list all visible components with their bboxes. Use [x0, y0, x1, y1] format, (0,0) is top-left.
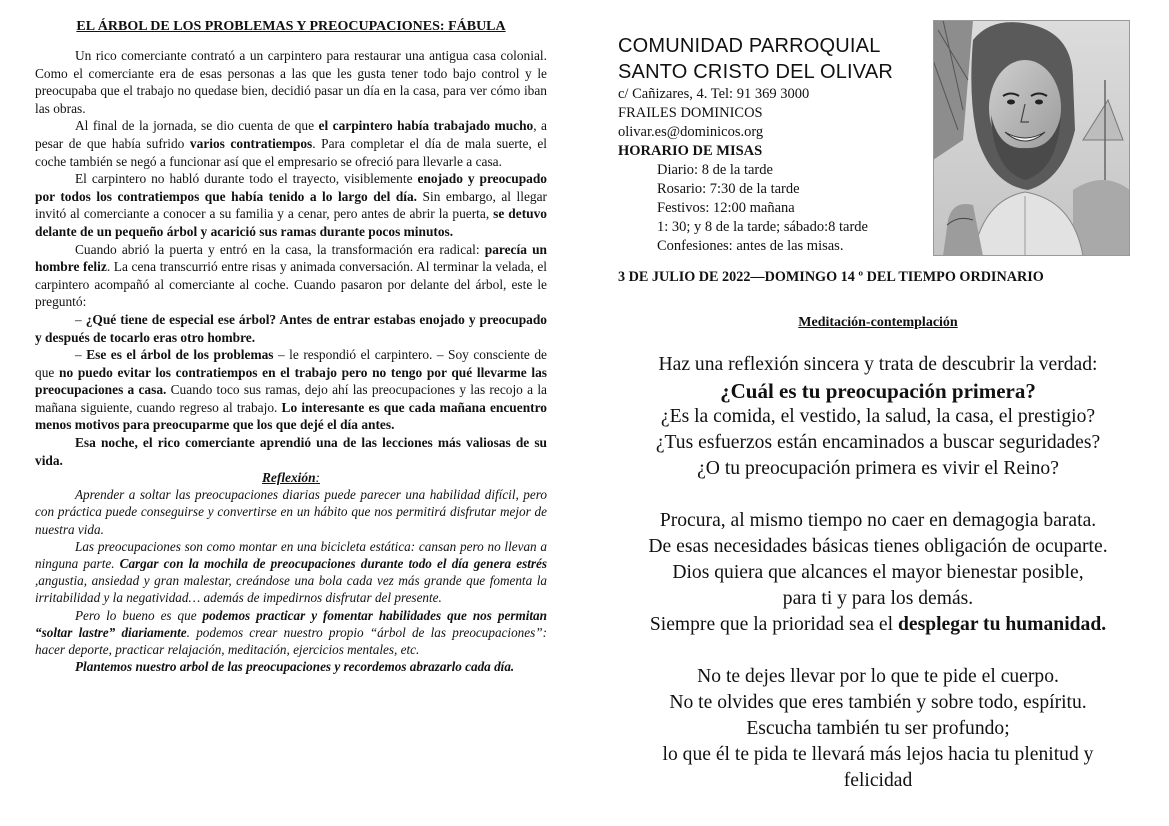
poem-stanza	[610, 352, 1146, 482]
poem-line: De esas necesidades básicas tienes obligación de ocuparte.	[648, 536, 1108, 557]
reflexion-heading: Reflexión:	[261, 470, 321, 486]
mass-schedule-item: Diario: 8 de la tarde	[657, 162, 773, 178]
mass-schedule-item: Rosario: 7:30 de la tarde	[657, 181, 800, 197]
meditation-heading: Meditación-contemplación	[798, 315, 958, 330]
meditation-text	[610, 352, 1146, 794]
poem-line: ¿Es la comida, el vestido, la salud, la casa, el prestigio?	[660, 406, 1096, 427]
jesus-portrait-image	[933, 20, 1130, 256]
mass-schedule-item: Confesiones: antes de las misas.	[657, 238, 844, 254]
parish-email: olivar.es@dominicos.org	[618, 124, 764, 140]
poem-line: lo que él te pida te llevará más lejos hacia tu plenitud y	[662, 744, 1094, 765]
reflexion-paragraph: Pero lo bueno es que podemos practicar y fomentar habilidades que nos permitan “soltar lastre” diariamente. podemos crear nuestro propio “árbol de las preocupaciones”: hacer deporte, practicar relajación, meditación, ejercicios mentales, etc.	[35, 607, 547, 658]
parish-address: c/ Cañizares, 4. Tel: 91 369 3000	[618, 86, 810, 102]
poem-line: Dios quiera que alcances el mayor bienestar posible,	[672, 562, 1084, 583]
poem-stanza	[610, 508, 1146, 638]
mass-schedule-item: Festivos: 12:00 mañana	[657, 200, 795, 216]
poem-line-emphasis: ¿Cuál es tu preocupación primera?	[720, 379, 1036, 403]
parish-frailes: FRAILES DOMINICOS	[618, 105, 763, 121]
poem-line: Haz una reflexión sincera y trata de descubrir la verdad:	[658, 354, 1098, 375]
poem-line: Siempre que la prioridad sea el desplegar tu humanidad.	[649, 614, 1107, 635]
fable-dialogue: – ¿Qué tiene de especial ese árbol? Antes de entrar estabas enojado y preocupado y después de tocarlo eras otro hombre.	[35, 311, 547, 345]
poem-line: No te olvides que eres también y sobre todo, espíritu.	[669, 692, 1087, 713]
mass-schedule-item: 1: 30; y 8 de la tarde; sábado:8 tarde	[657, 219, 868, 235]
reflexion-paragraph: Las preocupaciones son como montar en una bicicleta estática: cansan pero no llevan a ninguna parte. Cargar con la mochila de preocupaciones durante todo el día genera estrés ,angustia, ansiedad y gran malestar, creándose una bola cada vez más grande que fomenta la irritabilidad y la negatividad… además de impedirnos disfrutar del presente.	[35, 538, 547, 606]
fable-column	[35, 18, 547, 675]
fable-paragraph: Un rico comerciante contrató a un carpintero para restaurar una antigua casa colonial. Como el comerciante era de esas personas a las que les gusta tener todo bajo control y le preocupaba que el trabajo no quedase bien, decidió pasar un día en la casa, para ver cómo iban las obras.	[35, 48, 547, 116]
poem-line: para ti y para los demás.	[782, 588, 974, 609]
poem-line: felicidad	[843, 770, 913, 791]
parish-header	[618, 33, 928, 256]
fable-moral: Esa noche, el rico comerciante aprendió una de las lecciones más valiosas de su vida.	[35, 435, 547, 468]
fable-paragraph: Cuando abrió la puerta y entró en la casa, la transformación era radical: parecía un hombre feliz. La cena transcurrió entre risas y animada conversación. Al terminar la velada, el carpintero acompañó al comerciante al coche. Cuando pasaron por delante del árbol, este le preguntó:	[35, 241, 547, 310]
parish-name-line1: COMUNIDAD PARROQUIAL	[618, 35, 881, 57]
poem-line: Procura, al mismo tiempo no caer en demagogia barata.	[659, 510, 1097, 531]
reflexion-paragraph: Aprender a soltar las preocupaciones diarias puede parecer una habilidad difícil, pero con práctica puede conseguirse y convertirse en un hábito que nos permitirá disfrutar mejor de nuestra vida.	[35, 487, 547, 537]
liturgical-date: 3 DE JULIO DE 2022—DOMINGO 14 º DEL TIEMPO ORDINARIO	[618, 269, 1044, 285]
parish-name-line2: SANTO CRISTO DEL OLIVAR	[618, 61, 894, 83]
poem-line: ¿Tus esfuerzos están encaminados a buscar seguridades?	[655, 432, 1101, 453]
fable-dialogue: – Ese es el árbol de los problemas – le respondió el carpintero. – Soy consciente de que no puedo evitar los contratiempos en el trabajo pero no tengo por qué llevarme las preocupaciones a casa. Cuando toco sus ramas, dejo ahí las preocupaciones y las recojo a la mañana siguiente, cuando regreso al trabajo. Lo interesante es que cada mañana encuentro menos motivos para preocuparme que los que dejé el día antes.	[35, 347, 547, 433]
poem-line: Escucha también tu ser profundo;	[746, 718, 1010, 739]
fable-paragraph: El carpintero no habló durante todo el trayecto, visiblemente enojado y preocupado por todos los contratiempos que había tenido a lo largo del día. Sin embargo, al llegar invitó al comerciante a conocer a su familia y a cenar, pero antes de abrir la puerta, se detuvo delante de un pequeño árbol y acarició sus ramas durante pocos minutos.	[35, 171, 547, 239]
reflexion-section	[35, 486, 547, 675]
fable-title: EL ÁRBOL DE LOS PROBLEMAS Y PREOCUPACIONES: FÁBULA	[76, 19, 506, 34]
poem-line: No te dejes llevar por lo que te pide el cuerpo.	[697, 666, 1059, 687]
reflexion-paragraph: Plantemos nuestro arbol de las preocupaciones y recordemos abrazarlo cada día.	[75, 659, 515, 675]
fable-paragraph: Al final de la jornada, se dio cuenta de que el carpintero había trabajado mucho, a pesar de que había sufrido varios contratiempos. Para completar el día de mala suerte, el coche también se negó a funcionar así que el empresario se ofreció para llevarle a casa.	[35, 118, 548, 169]
mass-schedule-heading: HORARIO DE MISAS	[618, 143, 763, 159]
poem-line: ¿O tu preocupación primera es vivir el Reino?	[697, 458, 1059, 479]
poem-stanza	[610, 664, 1146, 794]
